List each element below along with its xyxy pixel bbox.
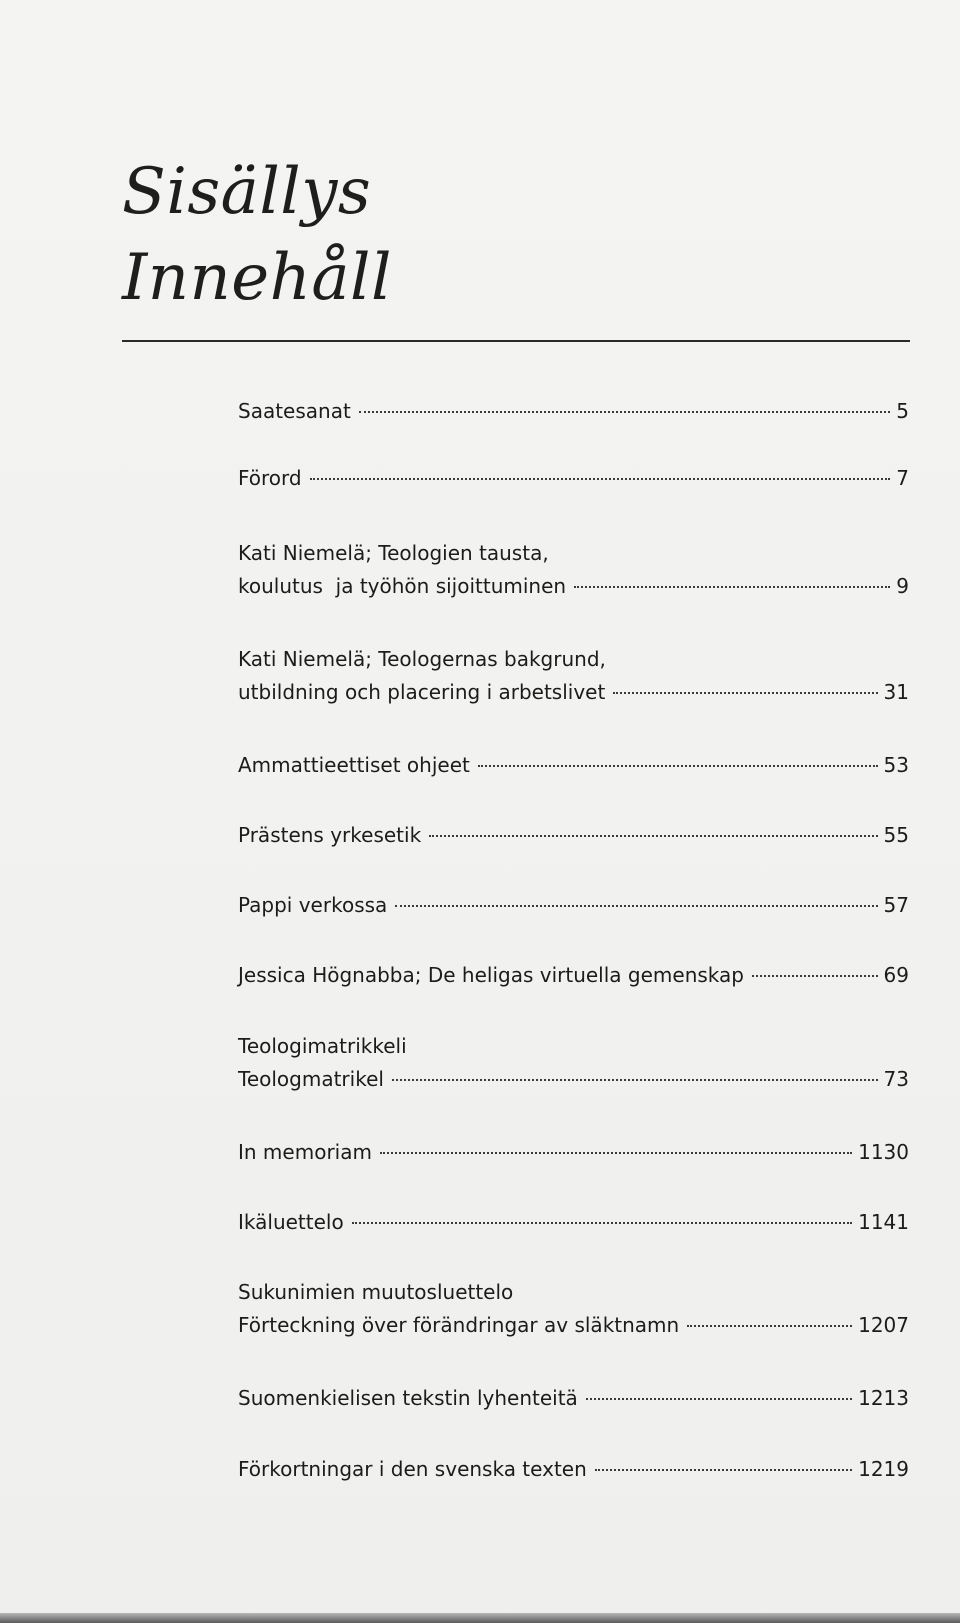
dot-leader <box>752 975 878 977</box>
toc-entry <box>238 1206 909 1239</box>
toc-entry <box>238 462 909 495</box>
toc-page-number: 53 <box>883 753 909 777</box>
toc-entry-title: Förkortningar i den svenska texten <box>238 1457 587 1481</box>
toc-entry <box>238 395 909 428</box>
toc-entry <box>238 537 909 603</box>
toc-page-number: 31 <box>883 680 909 704</box>
toc-page-number: 73 <box>883 1067 909 1091</box>
toc-entry-title-continued: Teologmatrikel <box>238 1067 384 1091</box>
dot-leader <box>595 1469 852 1471</box>
dot-leader <box>392 1079 878 1081</box>
toc-page-number: 1219 <box>858 1457 909 1481</box>
toc-entry <box>238 1453 909 1486</box>
toc-entry-title-continued: utbildning och placering i arbetslivet <box>238 680 606 704</box>
title-finnish: Sisällys <box>122 155 372 229</box>
dot-leader <box>310 478 891 480</box>
toc-page-number: 1130 <box>858 1140 909 1164</box>
toc-entry <box>238 1136 909 1169</box>
scan-edge <box>0 1613 960 1623</box>
toc-entry <box>238 643 909 709</box>
title-divider <box>122 340 910 342</box>
dot-leader <box>687 1325 852 1327</box>
toc-entry-title: In memoriam <box>238 1140 372 1164</box>
toc-entry <box>238 1276 909 1342</box>
toc-entry-title: Kati Niemelä; Teologernas bakgrund, <box>238 647 606 671</box>
toc-page-number: 5 <box>896 399 909 423</box>
toc-entry-title-continued: Förteckning över förändringar av släktnamn <box>238 1313 680 1337</box>
dot-leader <box>359 411 890 413</box>
toc-entry <box>238 749 909 782</box>
toc-entry-title: Prästens yrkesetik <box>238 823 422 847</box>
toc-entry-title: Förord <box>238 466 302 490</box>
toc-entry-title: Ikäluettelo <box>238 1210 344 1234</box>
dot-leader <box>613 692 877 694</box>
toc-entry-title: Saatesanat <box>238 399 351 423</box>
title-swedish: Innehåll <box>122 241 392 315</box>
toc-entry-title: Suomenkielisen tekstin lyhenteitä <box>238 1386 578 1410</box>
dot-leader <box>429 835 877 837</box>
toc-entry-title: Jessica Högnabba; De heligas virtuella gemenskap <box>238 963 744 987</box>
dot-leader <box>395 905 877 907</box>
toc-page-number: 1207 <box>858 1313 909 1337</box>
toc-entry <box>238 819 909 852</box>
toc-entry <box>238 959 909 992</box>
toc-entry-title: Ammattieettiset ohjeet <box>238 753 470 777</box>
toc-entry <box>238 1382 909 1415</box>
toc-entry-title: Kati Niemelä; Teologien tausta, <box>238 541 549 565</box>
dot-leader <box>586 1398 852 1400</box>
toc-entry <box>238 1030 909 1096</box>
toc-entry <box>238 889 909 922</box>
toc-page-number: 1141 <box>858 1210 909 1234</box>
toc-entry-title: Teologimatrikkeli <box>238 1034 407 1058</box>
toc-entry-title-continued: koulutus ja työhön sijoittuminen <box>238 574 567 598</box>
toc-page-number: 55 <box>883 823 909 847</box>
dot-leader <box>380 1152 852 1154</box>
dot-leader <box>574 586 890 588</box>
toc-page-number: 7 <box>896 466 909 490</box>
toc-page-number: 9 <box>896 574 909 598</box>
dot-leader <box>352 1222 852 1224</box>
toc-page-number: 69 <box>883 963 909 987</box>
toc-page-number: 57 <box>883 893 909 917</box>
dot-leader <box>478 765 878 767</box>
toc-entry-title: Sukunimien muutosluettelo <box>238 1280 514 1304</box>
toc-entry-title: Pappi verkossa <box>238 893 388 917</box>
toc-page-number: 1213 <box>858 1386 909 1410</box>
